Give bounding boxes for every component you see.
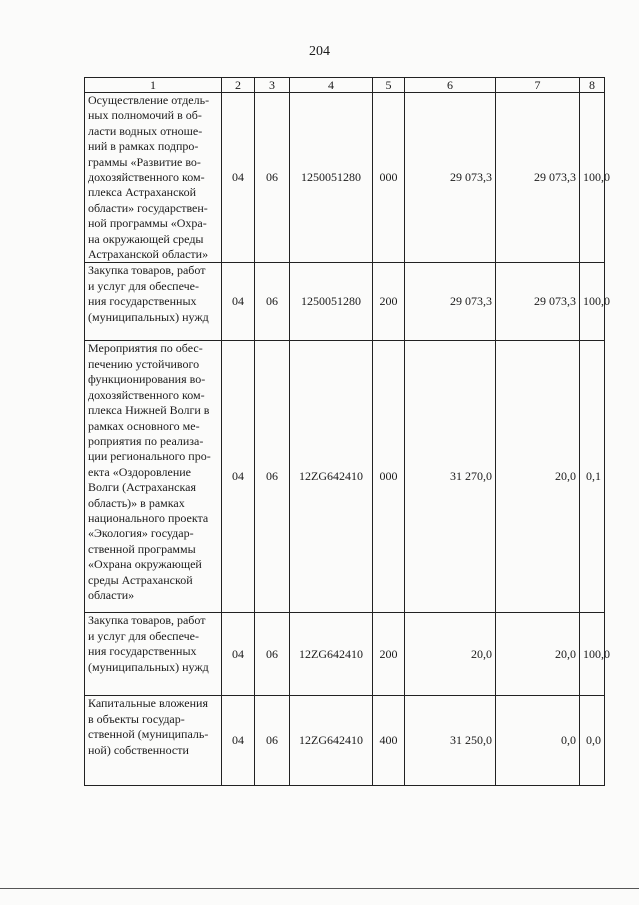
subsection-cell: 06 <box>255 696 290 786</box>
table-row <box>85 341 605 613</box>
target-cell: 1250051280 <box>290 93 373 263</box>
plan-cell: 29 073,3 <box>405 263 496 341</box>
fact-cell: 20,0 <box>496 613 580 696</box>
row-name-cell <box>85 341 222 613</box>
subsection-cell: 06 <box>255 93 290 263</box>
plan-cell: 31 250,0 <box>405 696 496 786</box>
row-name-cell <box>85 613 222 696</box>
subsection-cell: 06 <box>255 263 290 341</box>
type-cell: 000 <box>373 93 405 263</box>
fact-cell: 29 073,3 <box>496 263 580 341</box>
type-cell: 000 <box>373 341 405 613</box>
header-col-8: 8 <box>580 78 605 93</box>
header-col-7: 7 <box>496 78 580 93</box>
bottom-divider <box>0 888 639 889</box>
percent-cell: 100,0 <box>580 93 605 263</box>
subsection-cell: 06 <box>255 341 290 613</box>
row-name: Мероприятия по обес- печению устойчивого функционирования во- дохозяйственного ком- плекса Нижней Волги в рамках основного ме- роприятия по реализа- ции регионального про- екта «Оздоровление Волги (Астраханская область)» в рамках национального проекта «Экология» государ- ственной программы «Охрана окружающей среды Астраханской области» <box>88 341 211 602</box>
target-cell: 12ZG642410 <box>290 341 373 613</box>
row-name-cell <box>85 263 222 341</box>
header-col-5: 5 <box>373 78 405 93</box>
section-cell: 04 <box>222 263 255 341</box>
type-cell: 400 <box>373 696 405 786</box>
row-name-cell <box>85 93 222 263</box>
subsection-cell: 06 <box>255 613 290 696</box>
header-col-3: 3 <box>255 78 290 93</box>
table-row <box>85 613 605 696</box>
type-cell: 200 <box>373 613 405 696</box>
fact-cell: 0,0 <box>496 696 580 786</box>
header-col-6: 6 <box>405 78 496 93</box>
fact-cell: 20,0 <box>496 341 580 613</box>
section-cell: 04 <box>222 341 255 613</box>
table-row <box>85 263 605 341</box>
row-name-cell <box>85 696 222 786</box>
fact-cell: 29 073,3 <box>496 93 580 263</box>
section-cell: 04 <box>222 613 255 696</box>
row-name: Закупка товаров, работ и услуг для обеспече- ния государственных (муниципальных) нужд <box>88 613 209 674</box>
target-cell: 12ZG642410 <box>290 613 373 696</box>
header-row <box>85 78 605 93</box>
type-cell: 200 <box>373 263 405 341</box>
section-cell: 04 <box>222 696 255 786</box>
section-cell: 04 <box>222 93 255 263</box>
plan-cell: 20,0 <box>405 613 496 696</box>
header-col-4: 4 <box>290 78 373 93</box>
plan-cell: 29 073,3 <box>405 93 496 263</box>
percent-cell: 100,0 <box>580 613 605 696</box>
header-col-1: 1 <box>85 78 222 93</box>
row-name: Осуществление отдель- ных полномочий в об- ласти водных отноше- ний в рамках подпро- граммы «Развитие во- дохозяйственного ком- плекса Астраханской области» государствен- ной программы «Охра- на окружающей среды Астраханской области» <box>88 93 210 262</box>
percent-cell: 0,1 <box>580 341 605 613</box>
row-name: Закупка товаров, работ и услуг для обеспече- ния государственных (муниципальных) нужд <box>88 263 209 324</box>
row-name: Капитальные вложения в объекты государ- ственной (муниципаль- ной) собственности <box>88 696 209 757</box>
budget-table <box>84 77 610 786</box>
table-row <box>85 93 605 263</box>
percent-cell: 0,0 <box>580 696 605 786</box>
percent-cell: 100,0 <box>580 263 605 341</box>
table-row <box>85 696 605 786</box>
page-number: 204 <box>309 44 330 59</box>
target-cell: 12ZG642410 <box>290 696 373 786</box>
header-col-2: 2 <box>222 78 255 93</box>
plan-cell: 31 270,0 <box>405 341 496 613</box>
target-cell: 1250051280 <box>290 263 373 341</box>
